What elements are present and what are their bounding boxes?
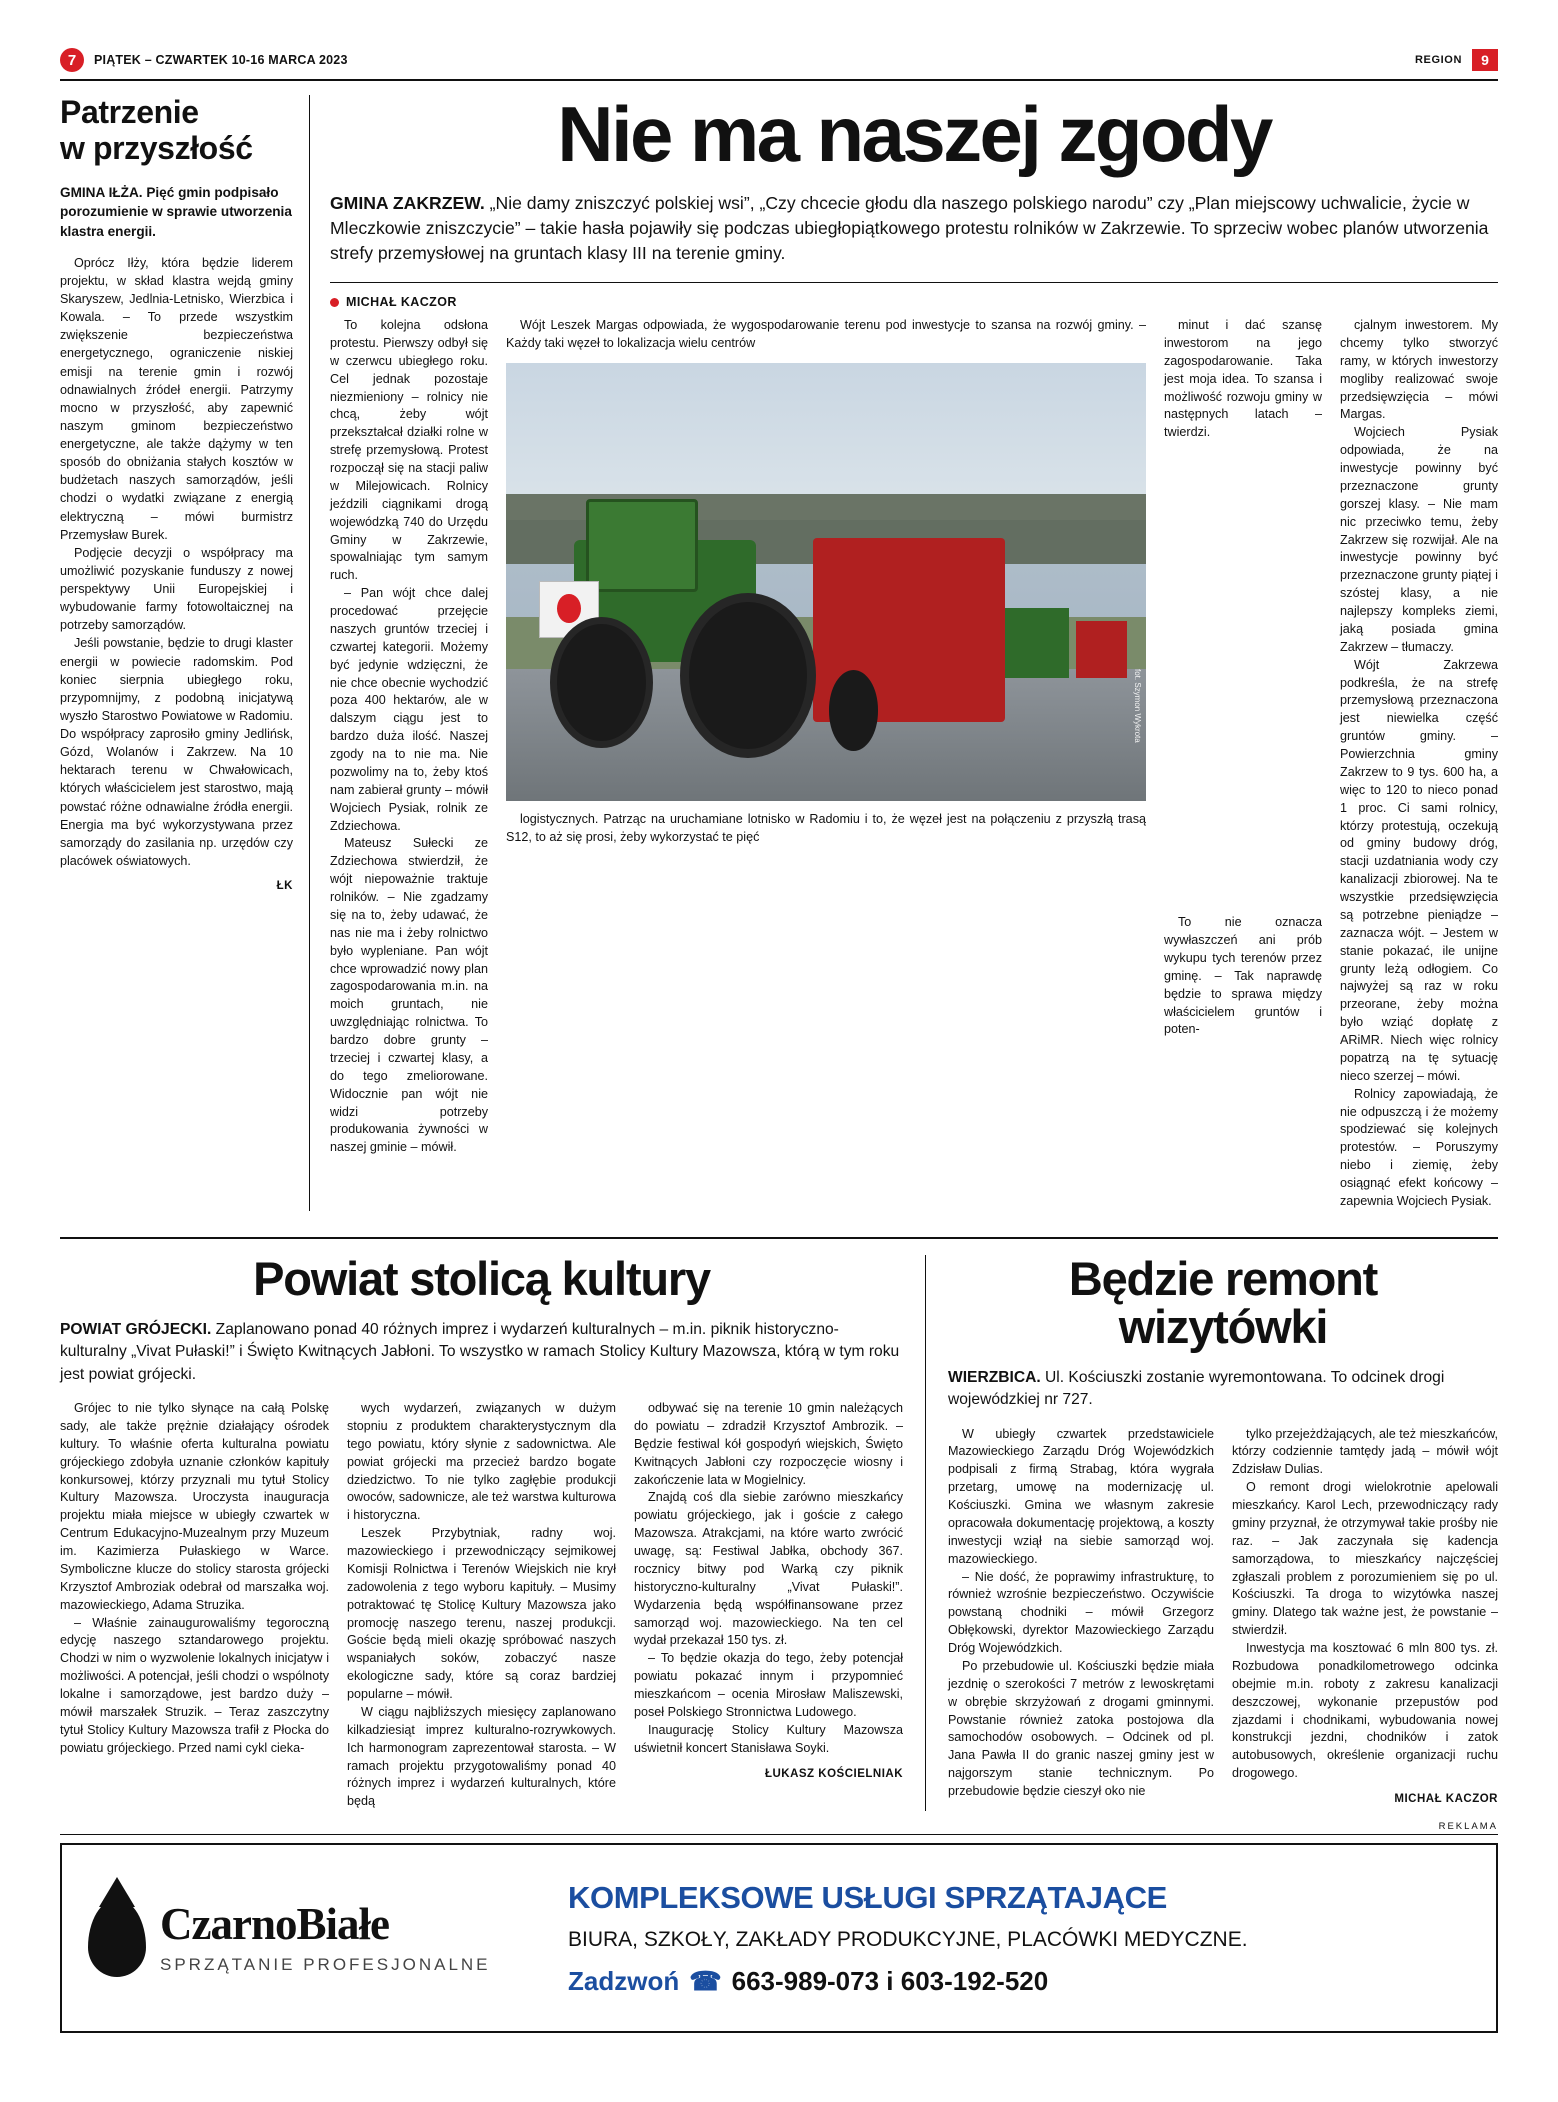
culture-lede-text: Zaplanowano ponad 40 różnych imprez i wydarzeń kulturalnych – m.in. piknik historyczno-kulturalny „Vivat Pułaski!” i Święto Kwitnących Jabłoni. To wszystko w ramach Stolicy Kultury Mazowsza, którą w tym roku jest powiat grójecki. (60, 1320, 900, 1383)
paragraph: Inwestycja ma kosztować 6 mln 800 tys. zł. Rozbudowa ponadkilometrowego odcinka obejmie m.in. roboty z zakresu kanalizacji deszczowej, wykonanie przepustów pod zjazdami i chodnikami, wybudowania nowej konstrukcji jezdni, chodników i zatok autobusowych, określenie organizacji ruchu drogowego. (1232, 1641, 1498, 1781)
publisher-logo-icon: 7 (60, 48, 84, 72)
culture-signature: ŁUKASZ KOŚCIELNIAK (764, 1767, 903, 1780)
wierzbica-lede-text: Ul. Kościuszki zostanie wyremontowana. To odcinek drogi wojewódzkiej nr 727. (948, 1368, 1445, 1409)
lower-zone (60, 1237, 1498, 1811)
lead-columns (330, 317, 1498, 1211)
paragraph: cjalnym inwestorem. My chcemy tylko stworzyć ramy, w których inwestorzy mogliby realizować swoje przedsięwzięcia – mówi Margas. (1340, 318, 1498, 422)
lead-byline-name: MICHAŁ KACZOR (346, 295, 457, 309)
culture-article (60, 1251, 926, 1811)
ad-brand-name: CzarnoBiałe (160, 1898, 389, 1949)
lead-article (310, 90, 1498, 1211)
page-number: 9 (1472, 49, 1498, 71)
wierzbica-headline-line2: wizytówki (1118, 1299, 1328, 1353)
paragraph: Mateusz Sułecki ze Zdziechowa stwierdził, że wójt niepoważnie traktuje rolników. – Nie zgadzamy się na to, żeby udawać, że nas nie ma i żeby rolnictwo było wypleniane. Pan wójt chce wprowadzić nowy plan zagospodarowania m.in. na moich gruntach, nie uwzględniając rolnictwa. To bardzo dobre grunty – trzeciej i czwartej klasy, a do tego zmeliorowane. Widocznie pan wójt nie widzi potrzeby produkowania żywności w naszej gminie – mówił. (330, 836, 488, 1155)
paragraph: To nie oznacza wywłaszczeń ani prób wykupu tych terenów przez gminę. – Tak naprawdę będzie to sprawa między właścicielem gruntów i poten- (1164, 915, 1322, 1037)
sidebar-signature: ŁK (276, 880, 293, 893)
sidebar-body (60, 254, 293, 870)
paragraph: W ubiegły czwartek przedstawiciele Mazowieckiego Zarządu Dróg Wojewódzkich podpisali z firmą Strabag, która wygrała przetarg, umowę na modernizację ul. Kościuszki. Gmina we własnym zakresie opracowała dokumentację projektową, a koszty inwestycji wziął na siebie samorząd woj. mazowieckiego. (948, 1426, 1214, 1566)
column-2 (347, 1400, 616, 1811)
photo-far-tractor (1005, 608, 1069, 678)
paragraph: minut i dać szansę inwestorom na jego zagospodarowanie. Taka jest moja idea. To szansa i możliwość rozwoju gminy w następnych latach – twierdzi. (1164, 318, 1322, 440)
paragraph: Jeśli powstanie, będzie to drugi klaster energii w powiecie radomskim. Pod koniec sierpnia ubiegłego roku, przypomnijmy, z podobną inicjatywą wyszło Starostwo Powiatowe w Radomiu. Do współpracy zaprosiło gminy Jedlińsk, Gózd, Wolanów i Zakrzew. Na 10 hektarach terenu w Chwałowicach, których właścicielem jest starostwo, mają powstać różne odnawialne źródła energii. Energia ma być wykorzystywana przez samorządy do zasilania np. urzędów czy placówek oświatowych. (60, 636, 293, 868)
ad-brand-block (88, 1899, 558, 1977)
paragraph: Grójec to nie tylko słynące na całą Polskę sady, ale także prężnie działający ośrodek kultury. To właśnie oferta kulturalna powiatu grójeckiego zdobyła uznanie członków kapituły konkursowej, którzy przyznali mu tytuł Stolicy Kultury Mazowsza. Uroczysta inauguracja projektu miała miejsce w ubiegły czwartek w Centrum Edukacyjno-Muzealnym przy Muzeum im. Kazimierza Pułaskiego w Warce. Symboliczne klucze do stolicy starosta grójecki Krzysztof Ambroziak odebrał od marszałka woj. mazowieckiego, Adama Struzika. (60, 1401, 329, 1612)
paragraph: – To będzie okazja do tego, żeby potencjał powiatu pokazać innym i przypomnieć mieszkańcom – ocenia Mirosław Maliszewski, poseł Polskiego Stronnictwa Ludowego. (634, 1651, 903, 1719)
wierzbica-lede-location: WIERZBICA. (948, 1368, 1041, 1386)
column-1 (948, 1426, 1214, 1808)
paragraph: wych wydarzeń, związanych w dużym stopniu z produktem charakterystycznym dla tego powiatu, który słynie z sadownictwa. Ale powiat grójecki ma przecież bardzo bogate dziedzictwo. To nie tylko zagłębie produkcji owoców, sadownicze, ale też warstwa kulturowa i historyczna. (347, 1401, 616, 1523)
lead-lede (330, 191, 1498, 266)
paragraph: Leszek Przybytniak, radny woj. mazowieckiego i przewodniczący sejmikowej Komisji Rolnictwa i Terenów Wiejskich nie krył zadowolenia z tego wyboru kapituły. – Musimy potraktować tę Stolicę Kultury Mazowsza jako promocję naszego terenu, naszej produkcji. Goście będą mieli okazję spróbować naszych wspaniałych soków, zobaczyć nasze ekologiczne sady, które są coraz bardziej popularne – mówił. (347, 1526, 616, 1702)
protest-photo (506, 363, 1146, 801)
paragraph: W ciągu najbliższych miesięcy zaplanowano kilkadziesiąt imprez kulturalno-rozrywkowych. Ich harmonogram zaprezentował starosta. – W ramach projektu przygotowaliśmy ponad 40 różnych imprez i wydarzeń kulturalnych, które będą (347, 1704, 616, 1809)
paragraph: Wojciech Pysiak odpowiada, że na inwestycje powinny być przeznaczone grunty gorszej klasy. – Nie mam nic przeciwko temu, żeby Zakrzew się rozwijał. Ale na inwestycje powinny być przeznaczone grunty piątej i szóstej klasy, a nie najlepszy kompleks ziemi, jaką posiada gmina Zakrzew – tłumaczy. (1340, 425, 1498, 654)
paragraph: To kolejna odsłona protestu. Pierwszy odbył się w czerwcu ubiegłego roku. Cel jednak pozostaje niezmieniony – rolnicy nie chcą, żeby wójt przekształcał działki rolne w strefę przemysłową. Protest rozpoczął się na stacji paliw w Milejowicach. Rolnicy jeździli ciągnikami drogą wojewódzką 740 do Urzędu Gminy w Zakrzewie, spowalniając tym samym ruch. (330, 318, 488, 583)
tractor-front-wheel (550, 617, 652, 748)
lead-lede-location: GMINA ZAKRZEW. (330, 193, 485, 214)
culture-headline: Powiat stolicą kultury (253, 1251, 710, 1305)
lead-lede-text: „Nie damy zniszczyć polskiej wsi”, „Czy chcecie głodu dla naszego polskiego narodu” czy „Plan miejscowy uchwalicie, życie w Mleczkowie zniszczycie” – takie hasła pojawiły się podczas ubiegłopiątkowego protestu rolników w Zakrzewie. To sprzeciw wobec planów utworzenia strefy przemysłowej na gruntach klasy III na terenie gminy. (330, 193, 1489, 264)
paragraph: odbywać się na terenie 10 gmin należących do powiatu – zdradził Krzysztof Ambrozik. – Będzie festiwal kół gospodyń wiejskich, Święto Kwitnących Jabłoni czy rozpoczęcie wiosny i zakończenie lata w Mogielnicy. (634, 1401, 903, 1487)
column-1 (330, 317, 488, 1211)
photo-far-machine (1076, 621, 1127, 678)
lead-headline: Nie ma naszej zgody (557, 90, 1271, 178)
column-3 (1164, 317, 1322, 1211)
top-zone (60, 90, 1498, 1211)
masthead (60, 48, 1498, 81)
sidebar-article (60, 95, 310, 1211)
ad-brand-tagline: SPRZĄTANIE PROFESJONALNE (160, 1954, 491, 1974)
ad-phone-numbers: 663-989-073 i 603-192-520 (731, 1965, 1049, 1996)
tractor-rear-wheel (680, 593, 816, 758)
paragraph: logistycznych. Patrząc na uruchamiane lotnisko w Radomiu i to, że węzeł jest na połączeniu z przyszłą trasą S12, to aż się prosi, żeby wykorzystać te pięć (506, 811, 1146, 844)
wierzbica-article (926, 1251, 1498, 1811)
paragraph: Inaugurację Stolicy Kultury Mazowsza uświetnił koncert Stanisława Soyki. (634, 1722, 903, 1755)
photo-red-machine (813, 538, 1005, 722)
phone-icon: ☎ (689, 1965, 722, 1996)
issue-date: PIĄTEK – CZWARTEK 10-16 MARCA 2023 (94, 53, 348, 67)
paragraph: Wójt Zakrzewa podkreśla, że na strefę przemysłową przeznaczona jest niewielka część gruntów gminy. – Powierzchnia gminy Zakrzew to 9 tys. 600 ha, a więc to 120 to nieco ponad 1 proc. Ci sami rolnicy, którzy protestują, oczekują od gminy budowy dróg, stacji uzdatniania wody czy kanalizacji zbiorowej. Na te wszystkie przedsięwzięcia są potrzebne pieniądze – zaznacza wójt. – Jestem w stanie pokazać, ile unijne grunty leżą odłogiem. Co najwyżej są raz w roku przeorane, żeby można było wziąć dopłatę z ARiMR. Niech więc rolnicy popatrzą na tę sytuację nieco szerzej – mówi. (1340, 657, 1498, 1083)
paragraph: Wójt Leszek Margas odpowiada, że wygospodarowanie terenu pod inwestycje to szansa na rozwój gminy. – Każdy taki węzeł to lokalizacja wielu centrów (506, 318, 1146, 350)
column-4 (1340, 317, 1498, 1211)
advertisement[interactable] (60, 1843, 1498, 2033)
wierzbica-signature: MICHAŁ KACZOR (1394, 1793, 1498, 1806)
column-2 (506, 317, 1146, 1211)
paragraph: Oprócz Iłży, która będzie liderem projektu, w skład klastra wejdą gminy Skaryszew, Jedlnia-Letnisko, Wierzbica i Kowala. – To przede wszystkim zwiększenie bezpieczeństwa energetycznego, ograniczenie niskiej emisji na terenie gmin i rozwój odnawialnych źródeł energii. Patrzymy mocno w przyszłość, aby zapewnić naszym gminom bezpieczeństwo energetyczne, ale także dążymy w ten sposób do obniżania stałych kosztów w budżetach naszych samorządów, jeśli chodzi o wydatki związane z energią elektryczną – mówi burmistrz Przemysław Burek. (60, 255, 293, 542)
sidebar-headline-line1: Patrzenie (60, 94, 199, 130)
lead-byline (330, 295, 1498, 309)
wierzbica-headline-line1: Będzie remont (1068, 1251, 1378, 1305)
section-label: REGION (1415, 54, 1462, 66)
ad-call-to-action (568, 1966, 1470, 1997)
paragraph: Rolnicy zapowiadają, że nie odpuszczą i że możemy spodziewać się kolejnych protestów. – Poruszymy niebo i ziemię, żeby osiągnąć efekt końcowy – zapewnia Wojciech Pysiak. (1340, 1086, 1498, 1208)
paragraph: – Pan wójt chce dalej procedować przejęcie naszych gruntów trzeciej i czwartej kategorii. Możemy być jedynie wdzięczni, że nie chce obecnie wychodzić poza 400 hektarów, ale w dalszym ciągu jest to bardzo duża ilość. Naszej zgody na to nie ma. Nie pozwolimy na to, żeby ktoś nam zabierał grunty – mówił Wojciech Pysiak, rolnik ze Zdziechowa. (330, 586, 488, 833)
tractor-cab (586, 499, 698, 591)
paragraph: Po przebudowie ul. Kościuszki będzie miała jezdnię o szerokości 7 metrów z lewoskrętami w obrębie skrzyżowań z drogami gminnymi. Powstanie również zatoka postojowa dla samochodów osobowych. – Odcinek od pl. Jana Pawła II do granic naszej gminy jest w najgorszym stanie technicznym. Po przebudowie będzie cieszył oko nie (948, 1658, 1214, 1799)
bullet-icon (330, 298, 339, 307)
ad-call-label: Zadzwoń (568, 1965, 680, 1996)
photo-tractor (544, 494, 838, 748)
wierzbica-columns (948, 1426, 1498, 1808)
paragraph: Podjęcie decyzji o współpracy ma umożliwić pozyskanie funduszy z nowej perspektywy Unii Europejskiej i wybudowanie farmy fotowoltaicznej na potrzeby samorządów. (60, 545, 293, 633)
column-1 (60, 1400, 329, 1811)
paragraph: Znajdą coś dla siebie zarówno mieszkańcy powiatu grójeckiego, jak i goście z całego Mazowsza. Atrakcjami, na które warto zwrócić uwagę, są: Festiwal Jabłka, obchody 367. rocznicy bitwy pod Warką czy piknik historyczno-kulturalny „Vivat Pułaski!”. Wydarzenia będą współfinansowane przez samorząd woj. mazowieckiego. Na ten cel wydał przekazał 150 tys. zł. (634, 1490, 903, 1648)
paragraph: tylko przejeżdżających, ale też mieszkańców, którzy codziennie tamtędy jadą – mówił wójt Zdzisław Dulias. (1232, 1426, 1498, 1477)
ad-title: KOMPLEKSOWE USŁUGI SPRZĄTAJĄCE (568, 1879, 1167, 1915)
column-3 (634, 1400, 903, 1811)
column-2 (1232, 1426, 1498, 1808)
culture-lede-location: POWIAT GRÓJECKI. (60, 1320, 212, 1338)
sidebar-headline-line2: w przyszłość (60, 129, 253, 166)
paragraph: O remont drogi wielokrotnie apelowali mieszkańcy. Karol Lech, przewodniczący rady gminy przyznał, że otrzymywał takie prośby nie raz. – Jak zaczynała się kadencja samorządowa, to mieszkańcy najczęściej zgłaszali problem z porozumieniem się po ul. Kościuszki. Ta droga to wizytówka naszej gminy. Dlatego tak ważne jest, że powstanie – stwierdził. (1232, 1480, 1498, 1638)
sidebar-lede: GMINA IŁŻA. Pięć gmin podpisało porozumienie w sprawie utworzenia klastra energii. (60, 184, 292, 240)
photo-credit: fot. Szymon Wykrota (1133, 669, 1142, 743)
divider (330, 282, 1498, 283)
ad-copy-block (558, 1880, 1470, 1997)
culture-columns (60, 1400, 903, 1811)
droplet-icon (88, 1899, 146, 1977)
paragraph: – Nie dość, że poprawimy infrastrukturę, to również wzrośnie bezpieczeństwo. Oczywiście powstaną chodniki – mówił Grzegorz Obłękowski, dyrektor Mazowieckiego Zarządu Dróg Wojewódzkich. (948, 1569, 1214, 1656)
ad-label: REKLAMA (60, 1821, 1498, 1835)
ad-services: BIURA, SZKOŁY, ZAKŁADY PRODUKCYJNE, PLACÓWKI MEDYCZNE. (568, 1927, 1248, 1951)
wierzbica-lede (948, 1367, 1498, 1412)
culture-lede (60, 1319, 903, 1386)
paragraph: – Właśnie zainaugurowaliśmy tegoroczną edycję naszego sztandarowego projektu. Chodzi w nim o wyzwolenie lokalnych inicjatyw i możliwości. A potencjał, jeśli chodzi o wspólnoty lokalne i samorządowe, jest bardzo duży – mówił marszałek Struzik. – Teraz zaszczytny tytuł Stolicy Kultury Mazowsza trafił z Płocka do powiatu grójeckiego. Przed nami cykl cieka- (60, 1615, 329, 1755)
